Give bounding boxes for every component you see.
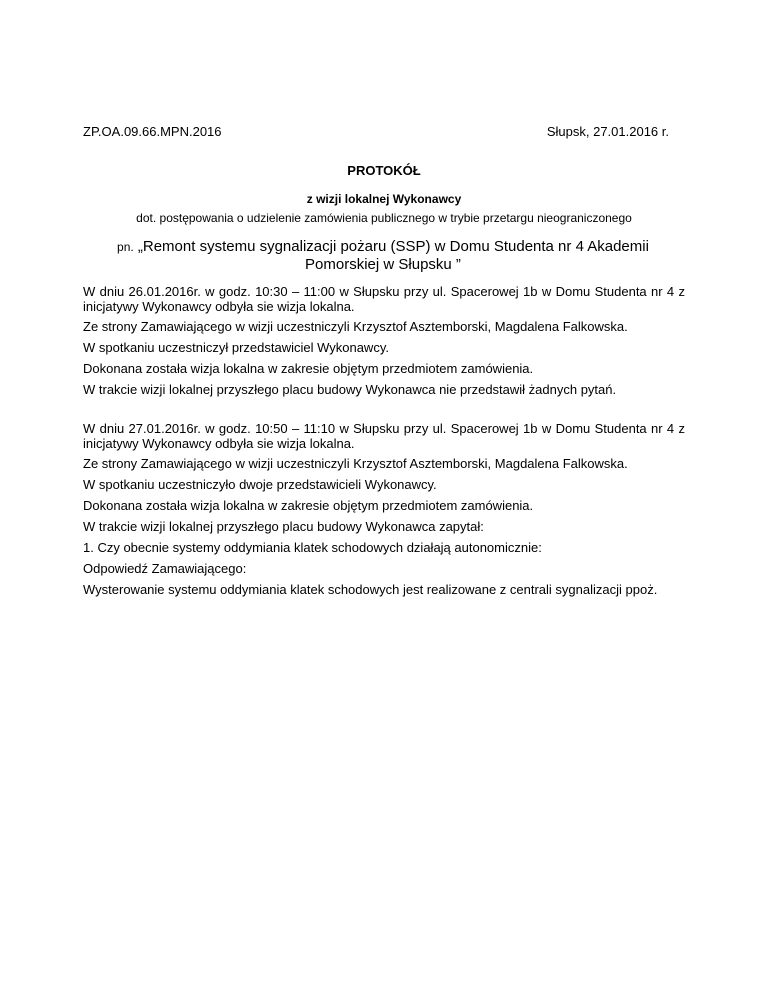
- section-2-paragraph: W spotkaniu uczestniczyło dwoje przedstawicieli Wykonawcy.: [83, 477, 437, 492]
- section-2-question: 1. Czy obecnie systemy oddymiania klatek schodowych działają autonomicznie:: [83, 540, 542, 555]
- section-1-paragraph: W trakcie wizji lokalnej przyszłego placu budowy Wykonawca nie przedstawił żadnych pytań.: [83, 382, 617, 397]
- contract-name: [83, 238, 683, 274]
- document-title: PROTOKÓŁ: [347, 163, 421, 178]
- section-1: [83, 284, 685, 397]
- contract-name-text: „Remont systemu sygnalizacji pożaru (SSP) w Domu Studenta nr 4 Akademii Pomorskiej w Słupsku ”: [137, 238, 649, 273]
- section-2-paragraph: W dniu 27.01.2016r. w godz. 10:50 – 11:10 w Słupsku przy ul. Spacerowej 1b w Domu Studenta nr 4 z inicjatywy Wykonawcy odbyła sie wizja lokalna.: [83, 421, 685, 451]
- section-2-paragraph: W trakcie wizji lokalnej przyszłego placu budowy Wykonawca zapytał:: [83, 519, 484, 534]
- section-1-paragraph: W dniu 26.01.2016r. w godz. 10:30 – 11:00 w Słupsku przy ul. Spacerowej 1b w Domu Studenta nr 4 z inicjatywy Wykonawcy odbyła sie wizja lokalna.: [83, 284, 685, 314]
- section-2-answer-label: Odpowiedź Zamawiającego:: [83, 561, 247, 576]
- document-subtitle: z wizji lokalnej Wykonawcy: [306, 192, 462, 206]
- section-2-answer: Wysterowanie systemu oddymiania klatek schodowych jest realizowane z centrali sygnalizacji ppoż.: [83, 582, 658, 597]
- section-1-paragraph: W spotkaniu uczestniczył przedstawiciel Wykonawcy.: [83, 340, 389, 355]
- reference-number: ZP.OA.09.66.MPN.2016: [83, 124, 222, 139]
- section-2: [83, 421, 685, 597]
- section-2-paragraph: Dokonana została wizja lokalna w zakresie objętym przedmiotem zamówienia.: [83, 498, 534, 513]
- place-and-date: Słupsk, 27.01.2016 r.: [546, 124, 669, 139]
- section-1-paragraph: Ze strony Zamawiającego w wizji uczestniczyli Krzysztof Asztemborski, Magdalena Falkowska.: [83, 319, 628, 334]
- contract-name-prefix: pn.: [117, 240, 134, 254]
- section-1-paragraph: Dokonana została wizja lokalna w zakresie objętym przedmiotem zamówienia.: [83, 361, 534, 376]
- section-2-paragraph: Ze strony Zamawiającego w wizji uczestniczyli Krzysztof Asztemborski, Magdalena Falkowska.: [83, 456, 628, 471]
- procedure-description: dot. postępowania o udzielenie zamówienia publicznego w trybie przetargu nieograniczonego: [136, 211, 632, 225]
